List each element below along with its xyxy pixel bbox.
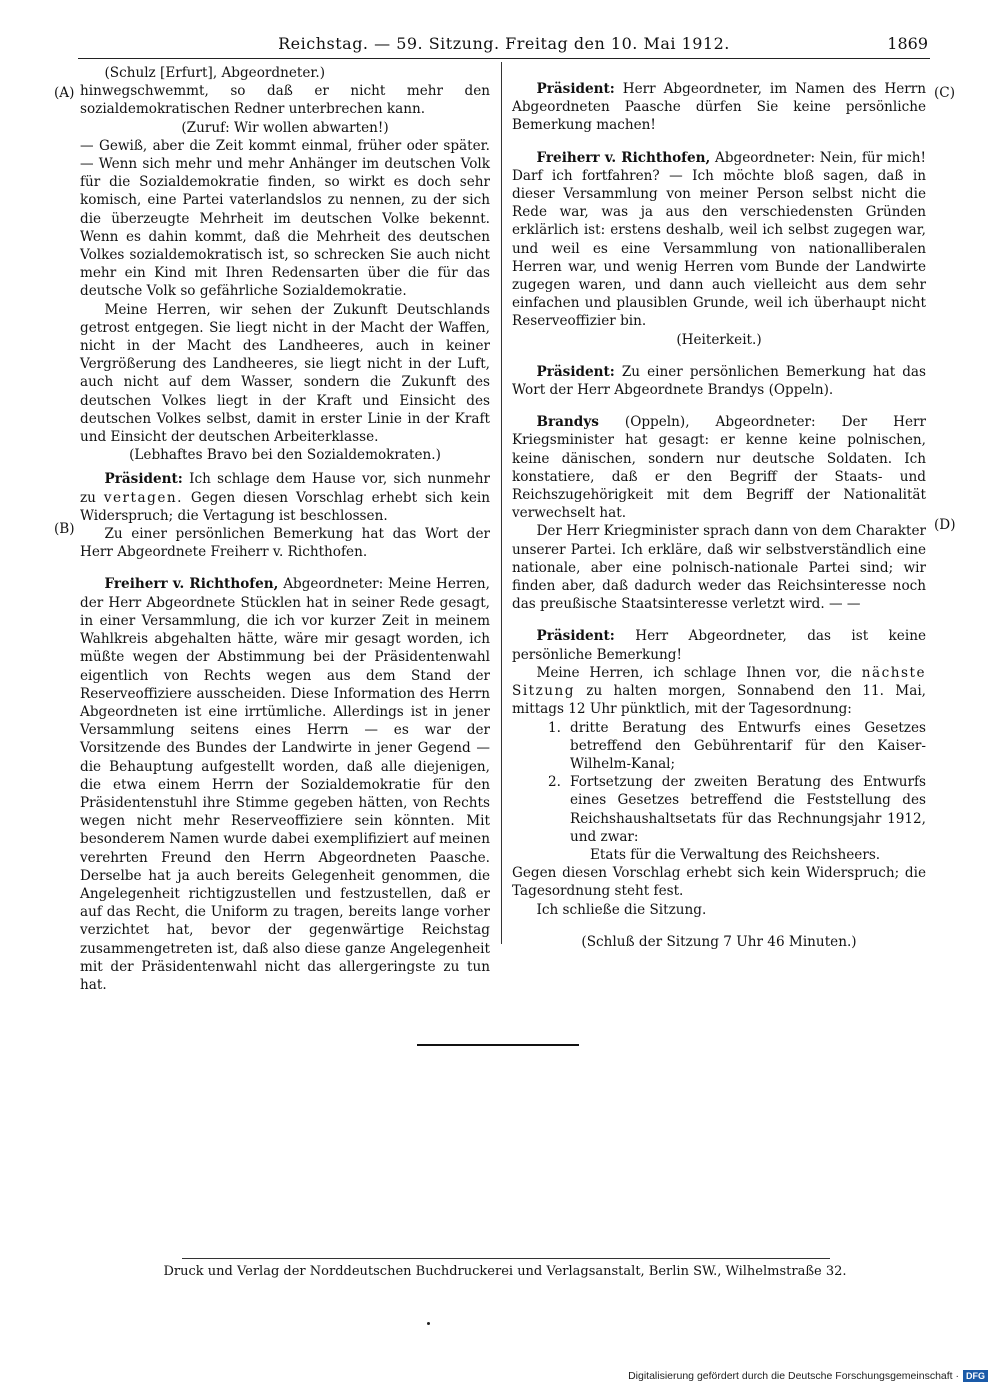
header-rule — [78, 58, 930, 59]
speaker-name: Präsident: — [536, 363, 615, 380]
richthofen-statement: Freiherr v. Richthofen, Abgeordneter: Nein, für mich! Darf ich fortfahren? — Ich möchte bloß sagen, daß in dieser Versammlung von meiner Person selbst nicht die Rede war, was ja aus den verschiedensten Gründen erklärlich ist: erstens deshalb, weil ich selbst zugegen war, und weil es eine Versammlung von nationalliberalen Herren war, und wenig Herren vom Bunde der Landwirte zugegen waren, und dann auch vielleicht aus dem sehr einfachen und plausiblen Grunde, weil ich überhaupt nicht Reserveoffizier bin. — [512, 149, 927, 330]
dfg-credit-text: Digitalisierung gefördert durch die Deutsche Forschungsgemeinschaft · — [628, 1370, 959, 1382]
brandys-statement: Brandys (Oppeln), Abgeordneter: Der Herr Kriegsminister hat gesagt: er kenne keine polnischen, keine dänischen, sondern nur deutsche Soldaten. Ich konstatiere, daß er den Begriff der Staats- und Reichszugehörigkeit mit dem Begriff der Nationalität verwechselt hat. — [512, 414, 926, 522]
page-number: 1869 — [887, 34, 928, 53]
margin-marker-d: (D) — [934, 517, 956, 533]
agenda-list — [512, 719, 926, 865]
footer-rule — [182, 1258, 830, 1259]
president-statement: Präsident: Zu einer persönlichen Bemerkung hat das Wort der Herr Abgeordnete Brandys (Oppeln). — [512, 363, 926, 399]
margin-marker-b: (B) — [54, 521, 75, 537]
paragraph: — Gewiß, aber die Zeit kommt einmal, früher oder später. — Wenn sich mehr und mehr Anhänger im deutschen Volk für die Sozialdemokratie finden, so wirkt es doch sehr komisch, eine Partei vaterlandslos zu nennen, zu der sich die überzeugte Mehrheit im deutschen Volke bekennt. Wenn es dahin kommt, daß die Mehrheit des deutschen Volkes sozialdemokratisch ist, so schrecken Sie auch nicht mehr ein Kind mit Ihren Redensarten über die für das deutsche Volk so gefährliche Sozialdemokratie. — [80, 137, 490, 300]
speaker-name: Freiherr v. Richthofen, — [536, 149, 711, 166]
right-column — [512, 80, 926, 951]
paragraph: Der Herr Kriegminister sprach dann von dem Charakter unserer Partei. Ich erkläre, daß wir selbstverständlich eine nationale, aber eine polnisch-nationale Partei sind; wir finden aber, daß dadurch weder das Reichsinteresse noch das preußische Staatsinteresse verletzt wird. — — — [512, 523, 926, 613]
richthofen-statement: Freiherr v. Richthofen, Abgeordneter: Meine Herren, der Herr Abgeordnete Stücklen hat in seiner Rede gesagt, in einer Versammlung, die ich vor kurzer Zeit in meinem Wahlkreis abgehalten hätte, wäre mir gesagt worden, ich müßte wegen der Abstimmung bei der Präsidentenwahl eigentlich von Rechts wegen aus dem Stand der Reserveoffiziere ausscheiden. Diese Information des Herrn Abgeordneten ist eine irrtümliche. Allerdings ist in jener Versammlung seitens eines Herrn — es war der Vorsitzende des Bundes der Landwirte in jener Gegend — die Behauptung aufgestellt worden, daß alle diejenigen, die etwa einem Herrn der Sozialdemokratie für den Präsidentenstuhl ihre Stimme gegeben hätten, von Rechts wegen nicht mehr Reserveoffiziere sein könnten. Mit besonderem Namen wurde dabei exemplifiziert auf meinen verehrten Freund den Herrn Abgeordneten Paasche. Derselbe hat ja auch bereits Gelegenheit genommen, die Angelegenheit richtigzustellen und festzustellen, daß er auf das Recht, die Uniform zu tragen, bereits lange vorher verzichtet hat, bevor der gegenwärtige Reichstag zusammengetreten ist, daß also diese ganze Angelegenheit mit der Präsidentenwahl nicht das allergeringste zu tun hat. — [80, 576, 490, 993]
paragraph: Meine Herren, wir sehen der Zukunft Deutschlands getrost entgegen. Sie liegt nicht in der Macht der Waffen, nicht in der Macht des Landheeres, auch in keiner Vergrößerung des Landheeres, sie liegt nicht in der Luft, auch nicht auf dem Wasser, sondern die Zukunft des deutschen Volkes liegt in der Kraft und Einsicht des deutschen Volkes selbst, damit in erster Linie in der Kraft und Einsicht der deutschen Arbeiterklasse. — [80, 301, 490, 446]
session-end-note: (Schluß der Sitzung 7 Uhr 46 Minuten.) — [581, 933, 857, 950]
header-title: Reichstag. — 59. Sitzung. Freitag den 10. Mai 1912. — [278, 34, 730, 53]
agenda-sub-item: Etats für die Verwaltung des Reichsheers. — [590, 846, 881, 863]
column-divider — [501, 62, 502, 944]
speaker-name: Brandys — [536, 414, 599, 431]
margin-marker-a: (A) — [54, 85, 75, 101]
paragraph: Zu einer persönlichen Bemerkung hat das Wort der Herr Abgeordnete Freiherr v. Richthofen. — [80, 526, 490, 561]
imprint: Druck und Verlag der Norddeutschen Buchdruckerei und Verlagsanstalt, Berlin SW., Wilhelmstraße 32. — [163, 1264, 847, 1279]
speaker-name: Präsident: — [536, 628, 615, 645]
dfg-logo-icon: DFG — [963, 1370, 988, 1382]
paragraph: hinwegschwemmt, so daß er nicht mehr den sozialdemokratischen Redner unterbrechen kann. — [80, 83, 490, 118]
speaker-name: Präsident: — [536, 81, 615, 97]
interjection: (Zuruf: Wir wollen abwarten!) — [181, 119, 389, 136]
end-rule — [417, 1044, 579, 1046]
president-statement: Präsident: Herr Abgeordneter, das ist keine persönliche Bemerkung! — [512, 628, 926, 663]
agenda-item: 1. dritte Beratung des Entwurfs eines Gesetzes betreffend den Gebührentarif für den Kaiser-Wilhelm-Kanal; — [548, 719, 926, 772]
ink-dot — [427, 1322, 430, 1325]
paragraph: Meine Herren, ich schlage Ihnen vor, die nächste Sitzung zu halten morgen, Sonnabend den 11. Mai, mittags 12 Uhr pünktlich, mit der Tagesordnung: — [512, 664, 926, 718]
speaker-name: Präsident: — [104, 471, 183, 488]
reaction: (Heiterkeit.) — [676, 331, 762, 348]
president-statement: Präsident: Herr Abgeordneter, im Namen des Herrn Abgeordneten Paasche dürfen Sie keine persönliche Bemerkung machen! — [512, 81, 926, 134]
left-column — [80, 64, 490, 994]
speaker-name: Freiherr v. Richthofen, — [104, 576, 279, 593]
margin-marker-c: (C) — [934, 85, 956, 101]
president-statement: Präsident: Ich schlage dem Hause vor, sich nunmehr zu vertagen. Gegen diesen Vorschlag erhebt sich kein Widerspruch; die Vertagung ist beschlossen. — [80, 471, 490, 524]
reaction: (Lebhaftes Bravo bei den Sozialdemokraten.) — [129, 447, 441, 464]
agenda-item: 2. Fortsetzung der zweiten Beratung des Entwurfs eines Gesetzes betreffend die Feststellung des Reichshaushaltsetats für das Rechnungsjahr 1912, und zwar: — [548, 774, 926, 845]
dfg-credit — [628, 1370, 988, 1382]
paragraph: Ich schließe die Sitzung. — [536, 901, 707, 918]
speaker-note: (Schulz [Erfurt], Abgeordneter.) — [104, 65, 326, 81]
paragraph: Gegen diesen Vorschlag erhebt sich kein Widerspruch; die Tagesordnung steht fest. — [512, 865, 926, 900]
